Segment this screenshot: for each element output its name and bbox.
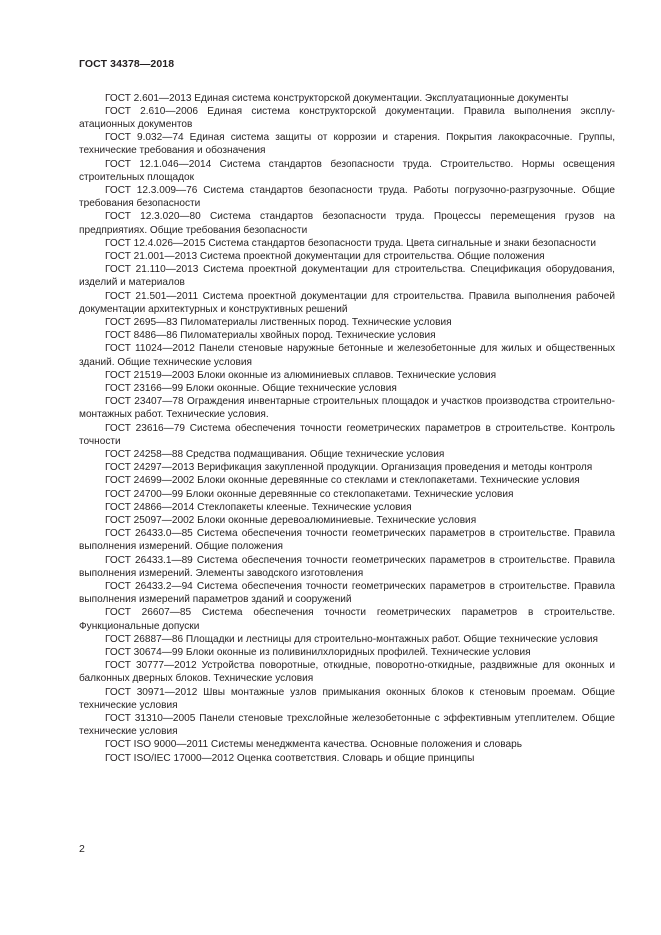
reference-item: ГОСТ 26433.0—85 Система обеспечения точности геометрических параметров в строительстве. Правила выполнения измерений. Общие положения bbox=[79, 528, 615, 553]
reference-item: ГОСТ 12.4.026—2015 Система стандартов безопасности труда. Цвета сигнальные и знаки безопасности bbox=[105, 237, 597, 249]
page-number: 2 bbox=[79, 843, 85, 855]
reference-item: ГОСТ 25097—2002 Блоки оконные деревоалюминиевые. Технические условия bbox=[105, 515, 477, 526]
reference-item: ГОСТ 24258—88 Средства подмащивания. Общие технические условия bbox=[105, 448, 445, 460]
reference-item: ГОСТ 24866—2014 Стеклопакеты клееные. Технические условия bbox=[105, 501, 412, 513]
reference-item: ГОСТ 21.001—2013 Система проектной документации для строительства. Общие положения bbox=[105, 250, 545, 262]
reference-item: ГОСТ 26607—85 Система обеспечения точности геометрических параметров в строительстве. Функциональные допуски bbox=[79, 607, 615, 632]
reference-item: ГОСТ 12.3.009—76 Система стандартов безопасности труда. Работы погрузочно-разгрузочные. Общие требования безопасности bbox=[79, 184, 615, 210]
document-header: ГОСТ 34378—2018 bbox=[79, 58, 175, 70]
reference-item: ГОСТ 21.110—2013 Система проектной документации для строительства. Спецификация оборудования, изделий и материалов bbox=[79, 264, 615, 289]
reference-item: ГОСТ 11024—2012 Панели стеновые наружные бетонные и железобетонные для жилых и общественных зданий. Общие технические условия bbox=[79, 343, 615, 368]
reference-item: ГОСТ 21519—2003 Блоки оконные из алюминиевых сплавов. Технические условия bbox=[105, 369, 497, 381]
reference-item: ГОСТ 24297—2013 Верификация закупленной продукции. Организация проведения и методы контроля bbox=[105, 462, 593, 474]
reference-item: ГОСТ 8486—86 Пиломатериалы хвойных пород. Технические условия bbox=[105, 330, 436, 342]
reference-item: ГОСТ ISO 9000—2011 Системы менеджмента качества. Основные положения и словарь bbox=[105, 739, 523, 751]
reference-item: ГОСТ 30674—99 Блоки оконные из поливинилхлоридных профилей. Технические условия bbox=[105, 647, 531, 659]
reference-item: ГОСТ 30777—2012 Устройства поворотные, откидные, поворотно-откидные, раздвижные для оконных и балконных дверных блоков. Технические условия bbox=[79, 660, 615, 685]
reference-item: ГОСТ 23407—78 Ограждения инвентарные строительных площадок и участков производства строительно-монтажных работ. Технические условия. bbox=[79, 396, 615, 421]
reference-item: ГОСТ 2695—83 Пиломатериалы лиственных пород. Технические условия bbox=[105, 316, 452, 328]
reference-item: ГОСТ ISO/IEC 17000—2012 Оценка соответствия. Словарь и общие принципы bbox=[105, 752, 475, 764]
reference-item: ГОСТ 9.032—74 Единая система защиты от коррозии и старения. Покрытия лакокрасочные. Группы, технические требования и обозначения bbox=[79, 132, 615, 157]
reference-item: ГОСТ 12.3.020—80 Система стандартов безопасности труда. Процессы перемещения грузов на предприятиях. Общие требования безопасности bbox=[79, 211, 615, 236]
reference-item: ГОСТ 2.601—2013 Единая система конструкторской документации. Эксплуатационные документы bbox=[105, 92, 569, 104]
reference-item: ГОСТ 24700—99 Блоки оконные деревянные со стеклопакетами. Технические условия bbox=[105, 488, 514, 500]
reference-item: ГОСТ 24699—2002 Блоки оконные деревянные со стеклами и стеклопакетами. Технические условия bbox=[105, 475, 580, 487]
reference-item: ГОСТ 21.501—2011 Система проектной документации для строительства. Правила выполнения рабочей документации архитектурных и конструктивных решений bbox=[79, 290, 615, 315]
reference-item: ГОСТ 26887—86 Площадки и лестницы для строительно-монтажных работ. Общие технические условия bbox=[105, 633, 598, 645]
reference-item: ГОСТ 23616—79 Система обеспечения точности геометрических параметров в строительстве. Контроль точности bbox=[79, 422, 615, 447]
reference-item: ГОСТ 26433.1—89 Система обеспечения точности геометрических параметров в строительстве. Правила выполнения измерений. Элементы заводского изготовления bbox=[79, 554, 615, 579]
normative-references-list bbox=[79, 92, 615, 765]
reference-item: ГОСТ 26433.2—94 Система обеспечения точности геометрических параметров в строительстве. Правила выполнения измерений параметров зданий и сооружений bbox=[79, 581, 615, 606]
reference-item: ГОСТ 23166—99 Блоки оконные. Общие технические условия bbox=[105, 382, 397, 394]
reference-item: ГОСТ 31310—2005 Панели стеновые трехслойные железобетонные с эффективным утеплителем. Общие технические условия bbox=[79, 713, 615, 738]
reference-item: ГОСТ 12.1.046—2014 Система стандартов безопасности труда. Строительство. Нормы освещения строительных площадок bbox=[79, 158, 615, 183]
reference-item: ГОСТ 2.610—2006 Единая система конструкторской документации. Правила выполнения эксплуатационных документов bbox=[79, 105, 615, 130]
reference-item: ГОСТ 30971—2012 Швы монтажные узлов примыкания оконных блоков к стеновым проемам. Общие технические условия bbox=[79, 686, 615, 711]
